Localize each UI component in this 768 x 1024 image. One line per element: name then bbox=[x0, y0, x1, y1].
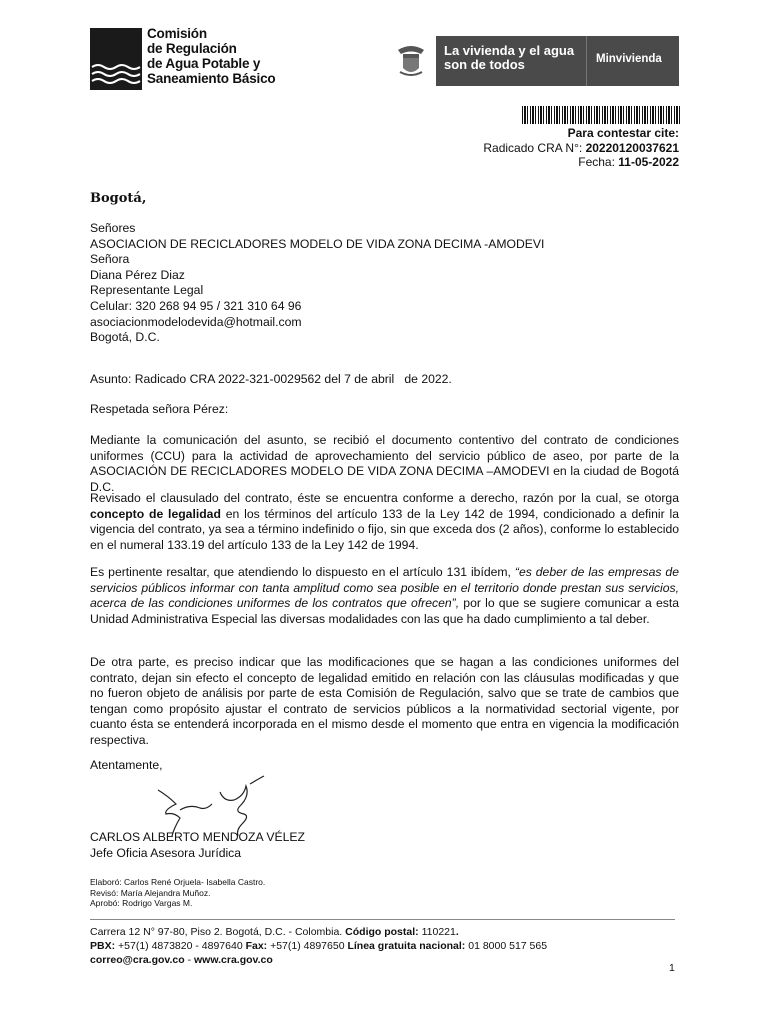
addressee-email: asociacionmodelodevida@hotmail.com bbox=[90, 314, 302, 329]
credit-line: Aprobó: Rodrigo Vargas M. bbox=[90, 898, 193, 908]
paragraph-2 bbox=[90, 491, 679, 553]
footer-contact-line bbox=[90, 953, 547, 967]
city-line: Bogotá, bbox=[90, 191, 147, 206]
radicado-value: 20220120037621 bbox=[585, 140, 679, 155]
slogan-line: La vivienda y el agua bbox=[444, 43, 575, 58]
addressee-line: Bogotá, D.C. bbox=[90, 330, 160, 345]
signer-title: Jefe Oficia Asesora Jurídica bbox=[90, 845, 242, 860]
footer bbox=[90, 925, 547, 967]
paragraph-4: De otra parte, es preciso indicar que las modificaciones que se hagan a las condiciones uniformes del contrato, dejan sin efecto el concepto de legalidad emitido en relación con las cláusulas modificadas y que no fueron objeto de análisis por parte de esta Comisión de Regulación, salvo que se trate de cambios que tengan como propósito ajustar el contrato de servicios públicos a la normatividad sectorial vigente, por cuanto ésta se entenderá incorporada en el mismo desde el momento que entra en vigencia la modificación respectiva. bbox=[90, 655, 679, 747]
paragraph-2-text: Revisado el clausulado del contrato, éste se encuentra conforme a derecho, razón por la cual, se otorga bbox=[90, 491, 679, 505]
addressee-line: Celular: 320 268 94 95 / 321 310 64 96 bbox=[90, 298, 302, 313]
postal-end: . bbox=[455, 926, 459, 938]
footer-divider bbox=[90, 919, 675, 920]
footer-website-link[interactable]: www.cra.gov.co bbox=[194, 954, 273, 966]
postal-label: Código postal: bbox=[345, 926, 419, 938]
footer-separator: - bbox=[184, 954, 195, 966]
cra-logo-line: Saneamiento Básico bbox=[147, 71, 276, 86]
footer-address-line bbox=[90, 925, 547, 939]
credit-line: Revisó: María Alejandra Muñoz. bbox=[90, 887, 211, 898]
cra-logo-mark bbox=[90, 28, 142, 90]
cra-logo-line: Comisión bbox=[147, 26, 207, 41]
footer-email-link[interactable]: correo@cra.gov.co bbox=[90, 954, 185, 966]
cite-heading: Para contestar cite: bbox=[567, 126, 679, 140]
signer-name: CARLOS ALBERTO MENDOZA VÉLEZ bbox=[90, 830, 305, 844]
fax-label: Fax: bbox=[245, 940, 268, 952]
credits-block bbox=[90, 877, 265, 909]
cra-logo-line: de Agua Potable y bbox=[147, 56, 261, 71]
radicado-label: Radicado CRA N°: bbox=[483, 140, 586, 155]
postal-value: 110221 bbox=[418, 926, 456, 938]
ministry-name: Minvivienda bbox=[596, 53, 662, 65]
addressee-line: Representante Legal bbox=[90, 283, 204, 298]
barcode bbox=[522, 106, 680, 124]
page-number: 1 bbox=[669, 962, 675, 974]
paragraph-1: Mediante la comunicación del asunto, se recibió el documento contentivo del contrato de condiciones uniformes (CCU) para la actividad de aprovechamiento del servicio público de aseo, por parte de la ASOCIACIÓN DE RECICLADORES MODELO DE VIDA ZONA DECIMA –AMODEVI en la ciudad de Bogotá D.C. bbox=[90, 433, 679, 494]
slogan-line: son de todos bbox=[444, 57, 525, 72]
addressee-line: Señora bbox=[90, 252, 130, 267]
signer-block bbox=[90, 830, 305, 861]
government-slogan bbox=[444, 44, 574, 72]
fecha-label: Fecha: bbox=[578, 155, 619, 169]
banner-divider bbox=[586, 36, 587, 86]
footer-address: Carrera 12 N° 97-80, Piso 2. Bogotá, D.C. - Colombia. bbox=[90, 926, 346, 938]
paragraph-2-text: en los términos del artículo 133 de la Ley 142 de 1994, condicionado a definir la vigencia del contrato, ya sea a término indefinido o fijo, sin que exceda dos (2 años), conforme lo establecido en el numeral 133.19 del artículo 133 de la Ley 142 de 1994. bbox=[90, 506, 679, 552]
pbx-value: +57(1) 4873820 - 4897640 bbox=[115, 940, 246, 952]
fax-value: +57(1) 4897650 bbox=[267, 940, 348, 952]
credit-line: Elaboró: Carlos René Orjuela- Isabella Castro. bbox=[90, 877, 266, 887]
paragraph-2-bold: concepto de legalidad bbox=[90, 506, 221, 521]
subject-line: Asunto: Radicado CRA 2022-321-0029562 del 7 de abril de 2022. bbox=[90, 372, 452, 386]
paragraph-3 bbox=[90, 565, 679, 627]
pbx-label: PBX: bbox=[90, 940, 116, 952]
cite-block bbox=[483, 126, 679, 170]
footer-phone-line bbox=[90, 939, 547, 953]
paragraph-3-quote: “es deber de las empresas de servicios públicos informar con tanta amplitud como sea posible en el territorio donde prestan sus servicios, acerca de las condiciones uniformes de los contratos que ofrecen”, bbox=[90, 565, 679, 611]
water-waves-icon bbox=[90, 62, 142, 88]
fecha-value: 11-05-2022 bbox=[618, 155, 679, 169]
paragraph-3-text: por lo que se sugiere comunicar a esta Unidad Administrativa Especial las diversas modalidades con las que ha dado cumplimiento a tal deber. bbox=[90, 596, 680, 626]
salutation: Respetada señora Pérez: bbox=[90, 402, 229, 416]
free-line-value: 01 8000 517 565 bbox=[465, 940, 548, 952]
addressee-line: Diana Pérez Diaz bbox=[90, 267, 185, 282]
closing: Atentamente, bbox=[90, 758, 163, 772]
addressee-block bbox=[90, 221, 679, 346]
addressee-line: ASOCIACION DE RECICLADORES MODELO DE VIDA ZONA DECIMA -AMODEVI bbox=[90, 236, 545, 251]
cra-logo-line: de Regulación bbox=[147, 41, 237, 56]
paragraph-3-text: Es pertinente resaltar, que atendiendo lo dispuesto en el artículo 131 ibídem, bbox=[90, 565, 515, 579]
coat-of-arms-icon bbox=[386, 36, 436, 86]
addressee-line: Señores bbox=[90, 221, 136, 235]
government-banner bbox=[386, 36, 679, 86]
free-line-label: Línea gratuita nacional: bbox=[347, 940, 466, 952]
cra-logo-text bbox=[147, 26, 275, 86]
